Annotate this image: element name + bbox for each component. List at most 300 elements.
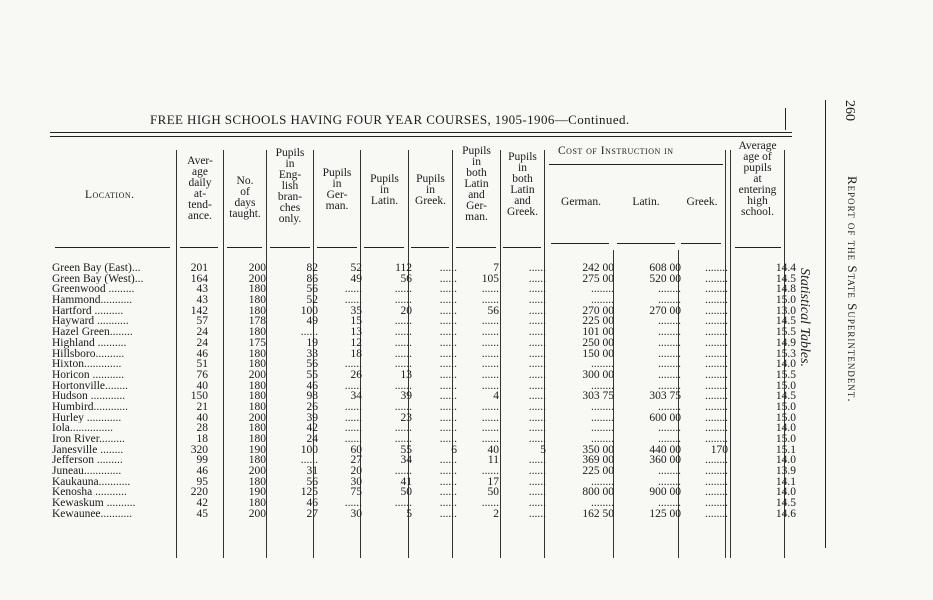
cell-location: Hillsboro..........	[52, 348, 125, 360]
cell-german: 75	[350, 486, 362, 499]
table-row	[52, 304, 796, 317]
cell-attendance: 40	[196, 411, 208, 424]
cell-cost-german: 225 00	[582, 315, 614, 328]
cell-cost-german: ........	[591, 475, 614, 488]
header-underline	[364, 247, 404, 248]
cell-cost-latin: ........	[658, 475, 681, 488]
cell-cost-german: 350 00	[582, 443, 614, 456]
cell-cost-german: ........	[591, 358, 614, 371]
cell-latin-greek: ......	[528, 454, 546, 467]
cell-attendance: 320	[190, 443, 208, 456]
cell-german: 30	[350, 475, 362, 488]
cell-latin-german: ......	[481, 294, 499, 307]
cell-cost-german: 303 75	[582, 390, 614, 403]
table-row	[52, 262, 796, 274]
cell-german: 18	[350, 347, 362, 360]
cell-german: 52	[350, 262, 362, 274]
table-row	[52, 422, 796, 435]
cell-latin-greek: ......	[528, 433, 546, 445]
cell-greek: ......	[439, 315, 457, 328]
cell-greek: ......	[439, 465, 457, 478]
cell-cost-latin: 303 75	[649, 390, 681, 403]
table-row	[52, 400, 796, 413]
cell-age: 14.4	[775, 262, 796, 274]
cell-cost-german: ........	[591, 379, 614, 392]
cell-latin-greek: ......	[528, 411, 546, 424]
cell-latin: ......	[394, 422, 412, 435]
cell-english: 42	[306, 422, 318, 435]
cell-greek: ......	[439, 326, 457, 339]
cell-latin-german: ......	[481, 336, 499, 349]
cell-latin: ......	[394, 326, 412, 339]
header-underline	[227, 247, 262, 248]
cell-latin-german: ......	[481, 433, 499, 445]
cell-latin-greek: ......	[528, 368, 546, 381]
cell-latin-german: 50	[487, 486, 499, 499]
cell-latin-greek: ......	[528, 326, 546, 339]
header-latin: Pupils in Latin.	[370, 173, 399, 207]
cell-location: Iron River.........	[52, 434, 125, 445]
table-row	[52, 411, 796, 424]
cell-cost-latin: ........	[658, 433, 681, 445]
cell-cost-german: ........	[591, 283, 614, 296]
cell-cost-german: 225 00	[582, 465, 614, 478]
cell-cost-german: ........	[591, 411, 614, 424]
cell-english: 56	[306, 358, 318, 371]
cell-cost-latin: ........	[658, 347, 681, 360]
cell-age: 14.0	[775, 422, 796, 435]
cell-cost-german: ........	[591, 433, 614, 445]
cell-days: 200	[248, 465, 266, 478]
table-row	[52, 379, 796, 392]
cell-latin-greek: ......	[528, 486, 546, 499]
cell-cost-latin: ........	[658, 379, 681, 392]
cell-latin-german: ......	[481, 358, 499, 371]
cell-location: Hortonville........	[52, 380, 129, 392]
cell-attendance: 46	[196, 465, 208, 478]
cell-latin-german: 40	[487, 443, 499, 456]
cell-german: 26	[350, 368, 362, 381]
cell-latin-greek: ......	[528, 475, 546, 488]
cell-age: 14.8	[775, 283, 796, 296]
cell-cost-greek: ........	[705, 315, 728, 328]
cell-age: 14.5	[775, 390, 796, 403]
cell-attendance: 43	[196, 294, 208, 307]
cell-days: 180	[248, 454, 266, 467]
cell-days: 175	[248, 336, 266, 349]
cell-german: 27	[350, 454, 362, 467]
cell-latin-greek: ......	[528, 400, 546, 413]
cell-age: 15.0	[775, 379, 796, 392]
cell-attendance: 21	[196, 400, 208, 413]
cell-location: Green Bay (East)...	[52, 263, 141, 274]
table-row	[52, 497, 796, 510]
cell-location: Kaukauna...........	[52, 476, 131, 488]
cell-german: ......	[344, 283, 362, 296]
cell-english: 86	[306, 272, 318, 285]
cell-age: 15.0	[775, 411, 796, 424]
cell-latin-greek: ......	[528, 347, 546, 360]
cell-days: 200	[248, 368, 266, 381]
cell-german: ......	[344, 422, 362, 435]
cell-german: 12	[350, 336, 362, 349]
table-row	[52, 336, 796, 349]
header-cost-greek: Greek.	[686, 196, 718, 208]
cell-greek: ......	[439, 368, 457, 381]
cell-latin: 41	[400, 475, 412, 488]
table-row	[52, 294, 796, 307]
cell-english: 125	[300, 486, 318, 499]
cell-german: 35	[350, 304, 362, 317]
header-german: Pupils in Ger- man.	[322, 167, 352, 212]
cell-greek: ......	[439, 358, 457, 371]
cell-latin: 5	[406, 507, 412, 520]
cell-days: 200	[248, 411, 266, 424]
cell-latin-greek: ......	[528, 497, 546, 510]
cell-age: 14.0	[775, 486, 796, 499]
header-underline	[681, 243, 721, 244]
cell-cost-greek: ........	[705, 326, 728, 339]
cell-cost-greek: ........	[705, 422, 728, 435]
header-greek: Pupils in Greek.	[415, 173, 446, 207]
cell-attendance: 40	[196, 379, 208, 392]
cell-age: 15.1	[775, 443, 796, 456]
cell-german: ......	[344, 411, 362, 424]
cost-group-underline	[549, 164, 723, 165]
cell-german: 15	[350, 315, 362, 328]
table-row	[52, 443, 796, 456]
cell-cost-german: 101 00	[582, 326, 614, 339]
cell-english: 33	[306, 347, 318, 360]
cell-location: Kewaskum ..........	[52, 498, 136, 509]
header-cost-group: Cost of Instruction in	[558, 145, 674, 157]
top-rule-inner	[50, 136, 792, 137]
cell-cost-latin: ........	[658, 315, 681, 328]
title-end-mark	[785, 108, 786, 130]
cell-attendance: 95	[196, 475, 208, 488]
cell-location: Iola...............	[52, 423, 114, 435]
page-number: 260	[842, 100, 857, 121]
cell-days: 180	[248, 347, 266, 360]
cell-location: Horicon ...........	[52, 369, 125, 381]
cell-english: 31	[306, 465, 318, 478]
cell-cost-greek: ........	[705, 454, 728, 467]
cell-location: Hartford ..........	[52, 305, 124, 317]
cell-cost-latin: 600 00	[649, 411, 681, 424]
cell-attendance: 220	[190, 486, 208, 499]
cell-attendance: 28	[196, 422, 208, 435]
cell-days: 200	[248, 262, 266, 274]
cell-cost-greek: ........	[705, 368, 728, 381]
cell-latin-german: ......	[481, 400, 499, 413]
cell-latin: 50	[400, 486, 412, 499]
header-cost-latin: Latin.	[632, 196, 660, 208]
cell-greek: ......	[439, 336, 457, 349]
cell-cost-greek: ........	[705, 272, 728, 285]
cell-latin: ......	[394, 497, 412, 510]
cell-latin-greek: ......	[528, 304, 546, 317]
cell-days: 190	[248, 486, 266, 499]
cell-cost-greek: ........	[705, 379, 728, 392]
cell-attendance: 51	[196, 358, 208, 371]
cell-location: Jefferson .........	[52, 455, 123, 467]
cell-cost-latin: ........	[658, 497, 681, 510]
cell-cost-latin: ........	[658, 465, 681, 478]
cell-german: 34	[350, 390, 362, 403]
cell-location: Juneau.............	[52, 466, 122, 477]
cell-greek: ......	[439, 272, 457, 285]
cell-german: ......	[344, 358, 362, 371]
cell-cost-latin: 270 00	[649, 304, 681, 317]
table-row	[52, 486, 796, 499]
cell-cost-latin: 520 00	[649, 272, 681, 285]
cell-attendance: 150	[190, 390, 208, 403]
cell-greek: 6	[451, 443, 457, 456]
header-latin-greek: Pupils in both Latin and Greek.	[507, 151, 538, 218]
table-row	[52, 358, 796, 371]
cell-cost-german: 300 00	[582, 368, 614, 381]
cell-age: 14.0	[775, 358, 796, 371]
cell-cost-greek: ........	[705, 336, 728, 349]
cell-latin-german: 17	[487, 475, 499, 488]
table-row	[52, 283, 796, 296]
cell-german: ......	[344, 400, 362, 413]
cell-greek: ......	[439, 454, 457, 467]
cell-german: 49	[350, 272, 362, 285]
cell-location: Hudson ............	[52, 391, 126, 402]
cell-english: 46	[306, 497, 318, 510]
cell-greek: ......	[439, 486, 457, 499]
cell-latin-greek: 5	[540, 443, 546, 456]
header-cost-german: German.	[561, 196, 601, 208]
table-row	[52, 507, 796, 520]
cell-latin-german: ......	[481, 379, 499, 392]
table-row	[52, 475, 796, 488]
cell-latin-german: 7	[493, 262, 499, 274]
cell-greek: ......	[439, 262, 457, 274]
cell-latin-german: ......	[481, 347, 499, 360]
cell-greek: ......	[439, 304, 457, 317]
cell-cost-greek: ........	[705, 497, 728, 510]
cell-cost-greek: ........	[705, 433, 728, 445]
cell-cost-german: ........	[591, 497, 614, 510]
cell-cost-german: 270 00	[582, 304, 614, 317]
cell-cost-german: 800 00	[582, 486, 614, 499]
cell-age: 15.5	[775, 326, 796, 339]
cell-location: Janesville ........	[52, 444, 124, 456]
cell-cost-german: 369 00	[582, 454, 614, 467]
cell-latin-greek: ......	[528, 283, 546, 296]
cell-english: ......	[300, 454, 318, 467]
cell-english: 55	[306, 368, 318, 381]
cell-latin: 20	[400, 304, 412, 317]
cell-days: 180	[248, 379, 266, 392]
cell-location: Hixton.............	[52, 359, 122, 370]
cell-latin-greek: ......	[528, 262, 546, 274]
cell-latin: 23	[400, 411, 412, 424]
cell-latin-greek: ......	[528, 507, 546, 520]
table-row	[52, 315, 796, 328]
cell-greek: ......	[439, 390, 457, 403]
header-days: No. of days taught.	[229, 175, 261, 220]
cell-english: 82	[306, 262, 318, 274]
cell-cost-latin: ........	[658, 422, 681, 435]
cell-cost-greek: ........	[705, 390, 728, 403]
cell-latin: ......	[394, 358, 412, 371]
cell-greek: ......	[439, 347, 457, 360]
cell-latin: 112	[395, 262, 412, 274]
cell-latin-german: ......	[481, 497, 499, 510]
cell-location: Green Bay (West)...	[52, 273, 144, 285]
cell-cost-latin: 440 00	[649, 443, 681, 456]
cell-location: Kewaunee...........	[52, 508, 133, 520]
cell-latin-german: ......	[481, 422, 499, 435]
table-row	[52, 454, 796, 467]
cell-cost-greek: ........	[705, 411, 728, 424]
cell-latin: ......	[394, 315, 412, 328]
cell-english: 39	[306, 411, 318, 424]
cell-days: 180	[248, 283, 266, 296]
cell-days: 180	[248, 400, 266, 413]
table-row	[52, 368, 796, 381]
cell-latin-greek: ......	[528, 358, 546, 371]
table-row	[52, 390, 796, 403]
cell-age: 15.5	[775, 368, 796, 381]
cell-latin-german: 2	[493, 507, 499, 520]
header-underline	[456, 247, 496, 248]
cell-latin-german: ......	[481, 411, 499, 424]
cell-cost-latin: ........	[658, 336, 681, 349]
header-underline	[617, 243, 675, 244]
cell-english: 56	[306, 475, 318, 488]
cell-latin: ......	[394, 379, 412, 392]
cell-latin: ......	[394, 465, 412, 478]
cell-english: 98	[306, 390, 318, 403]
cell-cost-latin: ........	[658, 368, 681, 381]
running-head: Report of the State Superintendent.	[845, 176, 860, 403]
cell-location: Humbird............	[52, 401, 129, 413]
side-label: Statistical Tables.	[797, 268, 812, 368]
cell-latin-greek: ......	[528, 390, 546, 403]
cell-latin-greek: ......	[528, 294, 546, 307]
cell-latin-greek: ......	[528, 465, 546, 478]
cell-latin: 13	[400, 368, 412, 381]
cell-cost-greek: ........	[705, 475, 728, 488]
cell-latin-german: 4	[493, 390, 499, 403]
cell-cost-latin: ........	[658, 283, 681, 296]
cell-days: 180	[248, 358, 266, 371]
cell-greek: ......	[439, 475, 457, 488]
cell-english: 27	[306, 507, 318, 520]
cell-days: 180	[248, 433, 266, 445]
cell-location: Highland ..........	[52, 337, 127, 349]
cell-attendance: 24	[196, 326, 208, 339]
cell-attendance: 76	[196, 368, 208, 381]
cell-cost-german: 275 00	[582, 272, 614, 285]
cell-location: Hurley ............	[52, 412, 122, 424]
cell-cost-greek: 170	[710, 443, 728, 456]
cell-english: 24	[306, 433, 318, 445]
cell-german: ......	[344, 433, 362, 445]
header-underline	[180, 247, 218, 248]
cell-latin: 56	[400, 272, 412, 285]
header-underline	[503, 247, 541, 248]
cell-latin: ......	[394, 336, 412, 349]
header-latin-german: Pupils in both Latin and Ger- man.	[462, 145, 491, 223]
cell-cost-greek: ........	[705, 358, 728, 371]
cell-location: Hayward ...........	[52, 316, 129, 328]
cell-days: 180	[248, 422, 266, 435]
cell-latin-greek: ......	[528, 315, 546, 328]
cell-latin: ......	[394, 433, 412, 445]
cell-attendance: 142	[190, 304, 208, 317]
cell-attendance: 57	[196, 315, 208, 328]
cell-english: 100	[300, 443, 318, 456]
cell-days: 180	[248, 497, 266, 510]
cell-age: 15.0	[775, 433, 796, 445]
cell-cost-greek: ........	[705, 304, 728, 317]
cell-latin-greek: ......	[528, 379, 546, 392]
cell-latin-german: 105	[481, 272, 499, 285]
cell-latin: ......	[394, 347, 412, 360]
cell-latin-german: ......	[481, 368, 499, 381]
cell-english: 19	[306, 336, 318, 349]
cell-days: 200	[248, 272, 266, 285]
cell-greek: ......	[439, 400, 457, 413]
page-title: FREE HIGH SCHOOLS HAVING FOUR YEAR COURSES, 1905-1906—Continued.	[150, 112, 630, 127]
cell-cost-german: 242 00	[582, 262, 614, 274]
cell-cost-greek: ........	[705, 400, 728, 413]
cell-english: 26	[306, 400, 318, 413]
cell-latin: 55	[400, 443, 412, 456]
cell-days: 180	[248, 326, 266, 339]
cell-latin-german: ......	[481, 326, 499, 339]
cell-age: 15.3	[775, 347, 796, 360]
cell-latin: ......	[394, 400, 412, 413]
header-age: Average age of pupils at entering high school.	[738, 140, 777, 218]
cell-greek: ......	[439, 294, 457, 307]
cell-cost-latin: 608 00	[649, 262, 681, 274]
cell-attendance: 18	[196, 433, 208, 445]
cell-age: 14.0	[775, 454, 796, 467]
cell-days: 190	[248, 443, 266, 456]
cell-age: 15.0	[775, 294, 796, 307]
cell-german: ......	[344, 379, 362, 392]
cell-greek: ......	[439, 507, 457, 520]
cell-attendance: 45	[196, 507, 208, 520]
table-row	[52, 272, 796, 285]
cell-latin-german: ......	[481, 315, 499, 328]
cell-english: 52	[306, 294, 318, 307]
cell-cost-greek: ........	[705, 294, 728, 307]
top-rule	[50, 132, 792, 133]
cell-german: 60	[350, 443, 362, 456]
cell-attendance: 24	[196, 336, 208, 349]
header-location: Location.	[85, 189, 135, 201]
cell-days: 180	[248, 294, 266, 307]
cell-location: Greenwood .........	[52, 284, 135, 296]
cell-attendance: 42	[196, 497, 208, 510]
cell-german: 30	[350, 507, 362, 520]
header-underline	[551, 243, 609, 244]
cell-cost-greek: ........	[705, 283, 728, 296]
cell-english: ......	[300, 326, 318, 339]
table-row	[52, 326, 796, 339]
header-english: Pupils in Eng- lish bran- ches only.	[275, 147, 305, 225]
cell-latin-german: ......	[481, 283, 499, 296]
cell-age: 14.5	[775, 497, 796, 510]
cell-greek: ......	[439, 433, 457, 445]
